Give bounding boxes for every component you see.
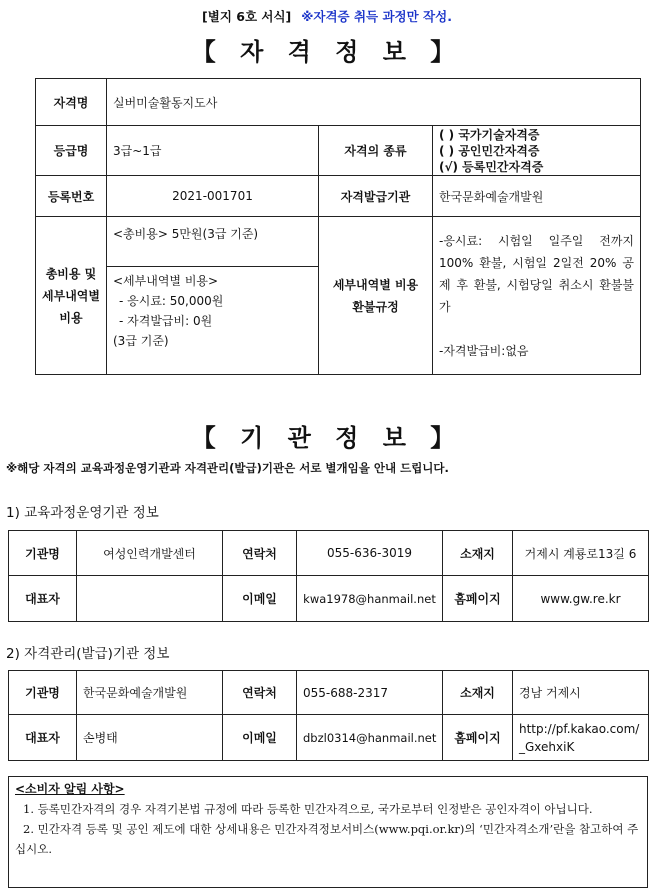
org2-contact-label: 연락처 bbox=[223, 671, 297, 715]
section1-title: 1) 교육과정운영기관 정보 bbox=[6, 505, 159, 521]
org2-email-label: 이메일 bbox=[223, 715, 297, 761]
cert-type-label: 자격의 종류 bbox=[319, 126, 433, 176]
org2-email-value: dbzl0314@hanmail.net bbox=[297, 715, 443, 761]
org-notice: ※해당 자격의 교육과정운영기관과 자격관리(발급)기관은 서로 별개임을 안내 드립니다. bbox=[6, 461, 449, 475]
org1-contact-value: 055-636-3019 bbox=[297, 531, 443, 576]
org2-rep-label: 대표자 bbox=[9, 715, 77, 761]
grade-label: 등급명 bbox=[36, 126, 107, 176]
cert-type-option: (√) 등록민간자격증 bbox=[439, 159, 544, 174]
org2-homepage-value bbox=[513, 715, 649, 761]
consumer-notice-title: <소비자 알림 사항> bbox=[15, 782, 125, 796]
reg-number-label: 등록번호 bbox=[36, 176, 107, 217]
consumer-notice-item: 2. 민간자격 등록 및 공인 제도에 대한 상세내용은 민간자격정보서비스(www.pqi.or.kr)의 ‘민간자격소개’란을 참고하여 주십시오. bbox=[15, 822, 639, 856]
org2-homepage-label: 홈페이지 bbox=[443, 715, 513, 761]
org2-address-value: 경남 거제시 bbox=[513, 671, 649, 715]
org1-email-label: 이메일 bbox=[223, 576, 297, 622]
section2-title: 2) 자격관리(발급)기관 정보 bbox=[6, 646, 170, 662]
detail-cost-line: - 응시료: 50,000원 bbox=[119, 294, 224, 308]
org2-table bbox=[8, 670, 649, 761]
org1-table bbox=[8, 530, 649, 622]
refund-policy bbox=[433, 217, 641, 375]
cost-label-line: 비용 bbox=[59, 310, 83, 325]
issuer-value: 한국문화예술개발원 bbox=[433, 176, 641, 217]
cert-type-options bbox=[433, 126, 641, 176]
detail-cost-line: - 자격발급비: 0원 bbox=[119, 314, 213, 328]
consumer-notice-box bbox=[8, 776, 648, 888]
form-header bbox=[0, 7, 654, 25]
cost-label-line: 총비용 및 bbox=[45, 266, 97, 281]
cert-table bbox=[35, 78, 641, 375]
form-label: [별지 6호 서식] bbox=[202, 9, 292, 24]
cert-type-option: ( ) 국가기술자격증 bbox=[439, 127, 540, 142]
org1-name-label: 기관명 bbox=[9, 531, 77, 576]
cert-name-label: 자격명 bbox=[36, 79, 107, 126]
org2-rep-value: 손병태 bbox=[77, 715, 223, 761]
org1-homepage-label: 홈페이지 bbox=[443, 576, 513, 622]
grade-value: 3급~1급 bbox=[107, 126, 319, 176]
org1-email-value: kwa1978@hanmail.net bbox=[297, 576, 443, 622]
refund-label-line: 환불규정 bbox=[352, 299, 399, 314]
org1-address-label: 소재지 bbox=[443, 531, 513, 576]
total-cost: <총비용> 5만원(3급 기준) bbox=[107, 217, 319, 267]
refund-item: -응시료: 시험일 일주일 전까지 100% 환불, 시험일 2일전 20% 공제 후 환불, 시험당일 취소시 환불불가 bbox=[439, 233, 635, 314]
issuer-label: 자격발급기관 bbox=[319, 176, 433, 217]
org2-address-label: 소재지 bbox=[443, 671, 513, 715]
detail-cost bbox=[107, 267, 319, 375]
org1-homepage-value: www.gw.re.kr bbox=[513, 576, 649, 622]
org1-contact-label: 연락처 bbox=[223, 531, 297, 576]
refund-label bbox=[319, 217, 433, 375]
org1-rep-label: 대표자 bbox=[9, 576, 77, 622]
consumer-notice-item: 1. 등록민간자격의 경우 자격기본법 규정에 따라 등록한 민간자격으로, 국가로부터 인정받은 공인자격이 아닙니다. bbox=[23, 802, 593, 816]
cost-label-line: 세부내역별 bbox=[42, 288, 100, 303]
detail-cost-line: <세부내역별 비용> bbox=[113, 274, 219, 288]
org1-rep-value bbox=[77, 576, 223, 622]
cert-name-value: 실버미술활동지도사 bbox=[107, 79, 641, 126]
org2-name-value: 한국문화예술개발원 bbox=[77, 671, 223, 715]
homepage-line: _GxehxiK bbox=[519, 739, 575, 754]
org2-name-label: 기관명 bbox=[9, 671, 77, 715]
cert-title: 【 자 격 정 보 】 bbox=[191, 38, 463, 66]
org1-address-value: 거제시 계룡로13길 6 bbox=[513, 531, 649, 576]
org-title: 【 기 관 정 보 】 bbox=[191, 424, 463, 452]
reg-number-value: 2021-001701 bbox=[107, 176, 319, 217]
homepage-line: http://pf.kakao.com/ bbox=[519, 721, 640, 736]
org1-name-value: 여성인력개발센터 bbox=[77, 531, 223, 576]
detail-cost-line: (3급 기준) bbox=[113, 334, 169, 348]
refund-item: -자격발급비:없음 bbox=[439, 343, 529, 358]
form-note: ※자격증 취득 과정만 작성. bbox=[301, 9, 452, 24]
cert-type-option: ( ) 공인민간자격증 bbox=[439, 143, 540, 158]
refund-label-line: 세부내역별 비용 bbox=[332, 277, 419, 292]
cost-label bbox=[36, 217, 107, 375]
org2-contact-value: 055-688-2317 bbox=[297, 671, 443, 715]
